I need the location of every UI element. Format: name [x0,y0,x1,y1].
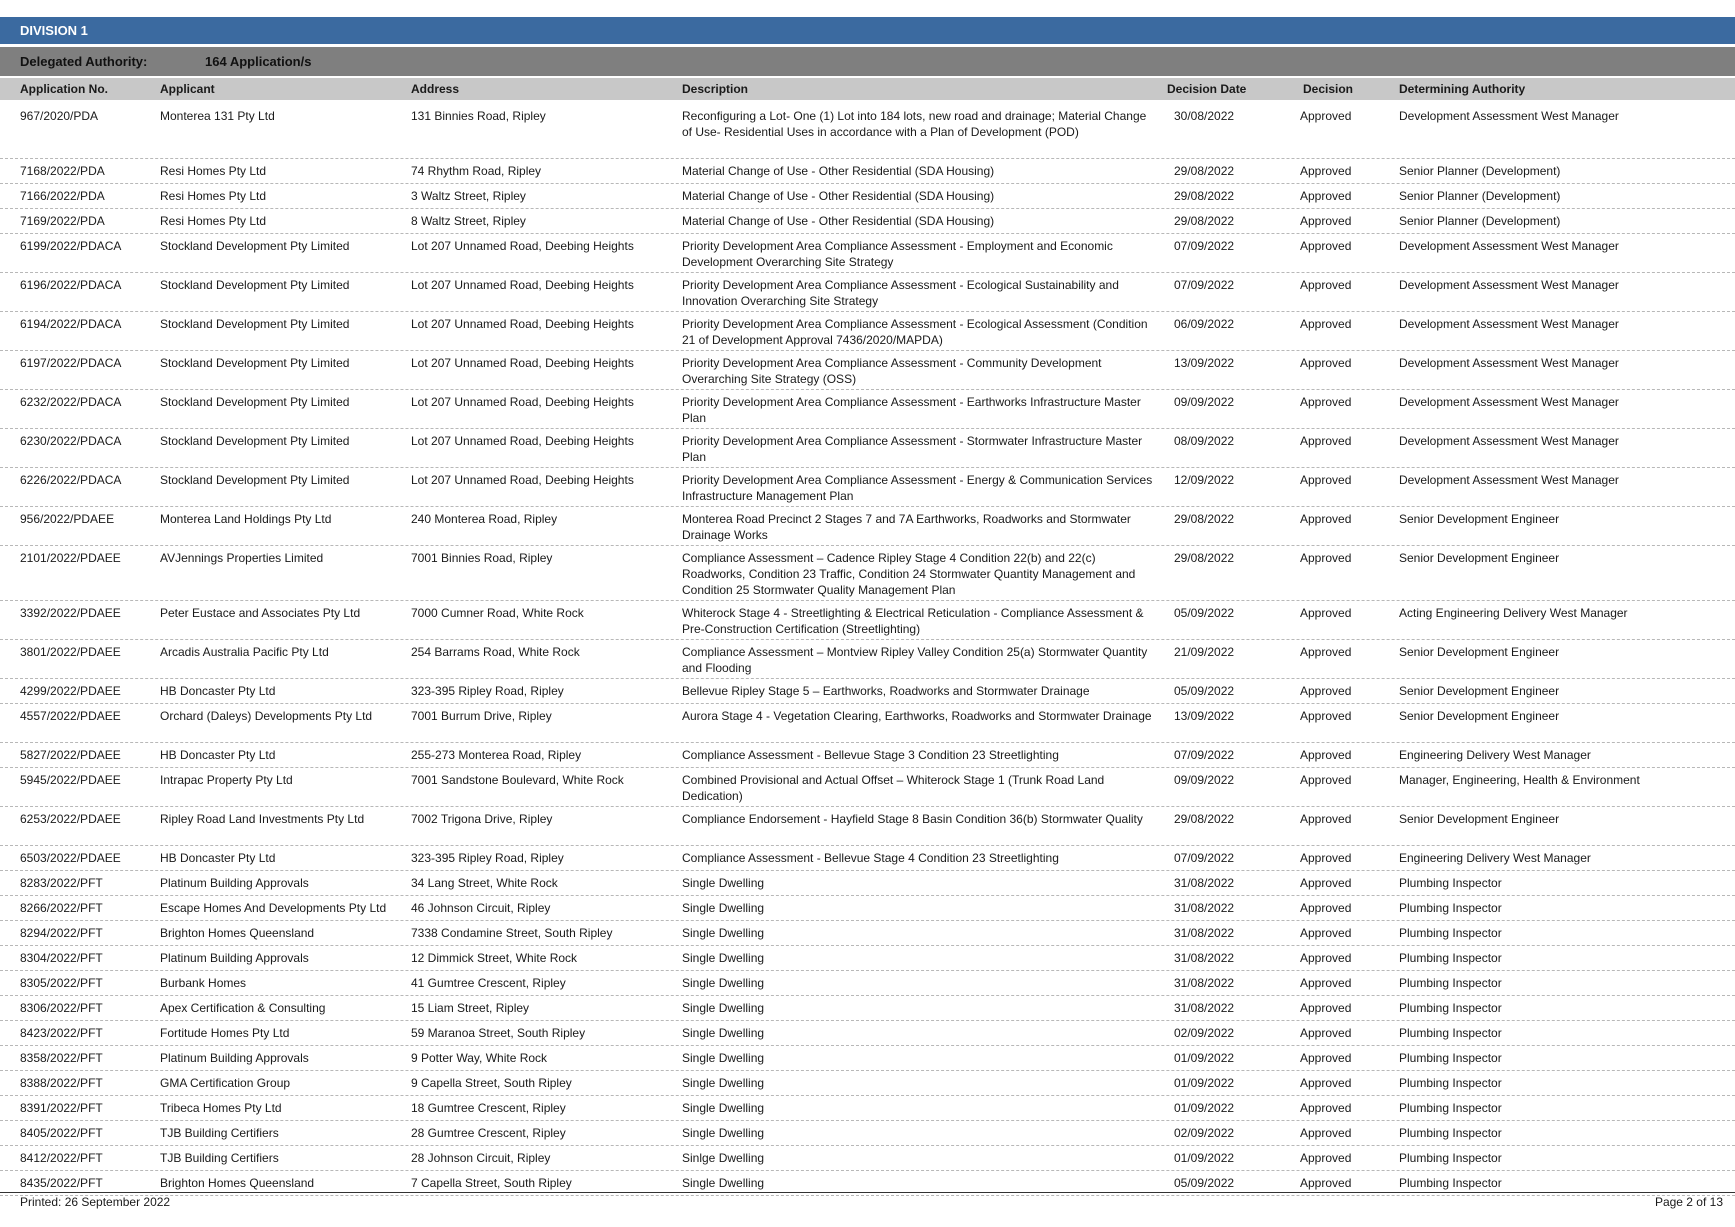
cell-decision-date: 07/09/2022 [1174,278,1235,292]
cell-determining-authority: Plumbing Inspector [1399,1076,1502,1090]
cell-applicant: Stockland Development Pty Limited [160,395,350,409]
cell-address: 3 Waltz Street, Ripley [411,189,526,203]
cell-address: 131 Binnies Road, Ripley [411,109,546,123]
cell-description: Compliance Assessment - Bellevue Stage 3 Condition 23 Streetlighting [682,748,1059,762]
cell-decision: Approved [1300,317,1352,331]
table-row [0,234,1735,273]
cell-decision-date: 05/09/2022 [1174,684,1235,698]
cell-application-no: 4299/2022/PDAEE [20,684,121,698]
cell-application-no: 8435/2022/PFT [20,1176,103,1190]
delegated-authority-bar [0,47,1735,76]
cell-application-no: 4557/2022/PDAEE [20,709,121,723]
cell-determining-authority: Plumbing Inspector [1399,1151,1502,1165]
cell-decision-date: 29/08/2022 [1174,164,1235,178]
cell-application-no: 6232/2022/PDACA [20,395,122,409]
cell-decision-date: 31/08/2022 [1174,926,1235,940]
table-row [0,1046,1735,1071]
cell-determining-authority: Development Assessment West Manager [1399,317,1619,331]
cell-description: Monterea Road Precinct 2 Stages 7 and 7A Earthworks, Roadworks and Stormwater Drainage Works [682,512,1131,542]
cell-determining-authority: Senior Planner (Development) [1399,214,1561,228]
cell-decision: Approved [1300,278,1352,292]
cell-decision: Approved [1300,876,1352,890]
cell-applicant: Resi Homes Pty Ltd [160,164,267,178]
cell-determining-authority: Development Assessment West Manager [1399,239,1619,253]
cell-decision-date: 21/09/2022 [1174,645,1235,659]
cell-applicant: Burbank Homes [160,976,247,990]
cell-application-no: 5945/2022/PDAEE [20,773,121,787]
cell-description: Priority Development Area Compliance Assessment - Employment and Economic Development Overarching Site Strategy [682,239,1113,269]
cell-applicant: Arcadis Australia Pacific Pty Ltd [160,645,329,659]
cell-address: Lot 207 Unnamed Road, Deebing Heights [411,473,634,487]
table-row [0,184,1735,209]
cell-address: 74 Rhythm Road, Ripley [411,164,542,178]
cell-determining-authority: Senior Development Engineer [1399,684,1560,698]
table-row [0,468,1735,507]
cell-determining-authority: Engineering Delivery West Manager [1399,851,1591,865]
cell-applicant: HB Doncaster Pty Ltd [160,851,276,865]
cell-applicant: Monterea Land Holdings Pty Ltd [160,512,332,526]
cell-application-no: 8423/2022/PFT [20,1026,103,1040]
cell-decision-date: 29/08/2022 [1174,812,1235,826]
cell-decision: Approved [1300,1076,1352,1090]
cell-description: Single Dwelling [682,901,765,915]
cell-application-no: 2101/2022/PDAEE [20,551,121,565]
cell-determining-authority: Development Assessment West Manager [1399,434,1619,448]
cell-decision-date: 29/08/2022 [1174,551,1235,565]
cell-decision: Approved [1300,1176,1352,1190]
cell-decision: Approved [1300,1101,1352,1115]
cell-determining-authority: Development Assessment West Manager [1399,395,1619,409]
cell-application-no: 8283/2022/PFT [20,876,103,890]
col-header-description: Description [682,82,749,96]
cell-decision: Approved [1300,473,1352,487]
cell-address: Lot 207 Unnamed Road, Deebing Heights [411,278,634,292]
cell-decision: Approved [1300,395,1352,409]
cell-description: Combined Provisional and Actual Offset – Whiterock Stage 1 (Trunk Road Land Dedication) [682,773,1105,803]
table-row [0,209,1735,234]
cell-description: Reconfiguring a Lot- One (1) Lot into 184 lots, new road and drainage; Material Change of Use- Residential Uses in accordance with a Plan of Development (POD) [682,109,1147,139]
cell-decision: Approved [1300,901,1352,915]
cell-determining-authority: Plumbing Inspector [1399,901,1502,915]
cell-application-no: 8304/2022/PFT [20,951,103,965]
cell-address: 7338 Condamine Street, South Ripley [411,926,613,940]
cell-address: 8 Waltz Street, Ripley [411,214,526,228]
cell-description: Material Change of Use - Other Residential (SDA Housing) [682,214,995,228]
table-row [0,996,1735,1021]
cell-decision-date: 12/09/2022 [1174,473,1235,487]
cell-decision: Approved [1300,851,1352,865]
table-row [0,159,1735,184]
cell-description: Compliance Endorsement - Hayfield Stage 8 Basin Condition 36(b) Stormwater Quality [682,812,1143,826]
cell-description: Material Change of Use - Other Residential (SDA Housing) [682,189,995,203]
cell-address: 255-273 Monterea Road, Ripley [411,748,582,762]
cell-application-no: 8358/2022/PFT [20,1051,103,1065]
cell-determining-authority: Senior Development Engineer [1399,512,1560,526]
cell-applicant: GMA Certification Group [160,1076,291,1090]
cell-decision: Approved [1300,551,1352,565]
cell-applicant: Stockland Development Pty Limited [160,278,350,292]
cell-determining-authority: Manager, Engineering, Health & Environment [1399,773,1640,787]
cell-determining-authority: Senior Development Engineer [1399,812,1560,826]
cell-decision: Approved [1300,164,1352,178]
cell-application-no: 8266/2022/PFT [20,901,103,915]
cell-determining-authority: Acting Engineering Delivery West Manager [1399,606,1628,620]
cell-decision-date: 31/08/2022 [1174,901,1235,915]
cell-decision: Approved [1300,709,1352,723]
cell-decision-date: 01/09/2022 [1174,1151,1235,1165]
cell-application-no: 8388/2022/PFT [20,1076,103,1090]
cell-decision: Approved [1300,189,1352,203]
cell-application-no: 6226/2022/PDACA [20,473,122,487]
table-row [0,946,1735,971]
cell-application-no: 3801/2022/PDAEE [20,645,121,659]
cell-decision-date: 13/09/2022 [1174,356,1235,370]
cell-application-no: 6230/2022/PDACA [20,434,122,448]
cell-description: Priority Development Area Compliance Assessment - Community Development Overarching Site Strategy (OSS) [682,356,1102,386]
cell-address: Lot 207 Unnamed Road, Deebing Heights [411,395,634,409]
cell-address: 59 Maranoa Street, South Ripley [411,1026,586,1040]
cell-decision: Approved [1300,606,1352,620]
cell-determining-authority: Plumbing Inspector [1399,951,1502,965]
table-row [0,743,1735,768]
cell-decision-date: 02/09/2022 [1174,1126,1235,1140]
cell-determining-authority: Development Assessment West Manager [1399,109,1619,123]
cell-decision: Approved [1300,1051,1352,1065]
cell-applicant: Ripley Road Land Investments Pty Ltd [160,812,365,826]
cell-decision: Approved [1300,926,1352,940]
table-row [0,1146,1735,1171]
table-row [0,679,1735,704]
table-row [0,971,1735,996]
cell-description: Bellevue Ripley Stage 5 – Earthworks, Roadworks and Stormwater Drainage [682,684,1090,698]
cell-decision: Approved [1300,239,1352,253]
col-header-decision: Decision [1303,82,1354,96]
cell-description: Single Dwelling [682,951,765,965]
cell-decision-date: 01/09/2022 [1174,1101,1235,1115]
cell-address: 7001 Sandstone Boulevard, White Rock [411,773,624,787]
cell-application-no: 6197/2022/PDACA [20,356,122,370]
cell-decision-date: 29/08/2022 [1174,512,1235,526]
cell-decision-date: 07/09/2022 [1174,748,1235,762]
cell-determining-authority: Plumbing Inspector [1399,926,1502,940]
cell-decision: Approved [1300,1151,1352,1165]
cell-applicant: Resi Homes Pty Ltd [160,214,267,228]
cell-applicant: Peter Eustace and Associates Pty Ltd [160,606,361,620]
application-count: 164 Application/s [205,54,312,69]
table-row [0,273,1735,312]
cell-determining-authority: Development Assessment West Manager [1399,473,1619,487]
printed-date: Printed: 26 September 2022 [20,1195,171,1209]
cell-address: 7 Capella Street, South Ripley [411,1176,572,1190]
cell-decision-date: 31/08/2022 [1174,976,1235,990]
cell-applicant: Brighton Homes Queensland [160,1176,315,1190]
cell-decision: Approved [1300,951,1352,965]
cell-application-no: 8306/2022/PFT [20,1001,103,1015]
cell-decision-date: 06/09/2022 [1174,317,1235,331]
cell-address: 7000 Cumner Road, White Rock [411,606,584,620]
cell-decision-date: 07/09/2022 [1174,851,1235,865]
cell-description: Material Change of Use - Other Residential (SDA Housing) [682,164,995,178]
cell-address: 41 Gumtree Crescent, Ripley [411,976,566,990]
table-row [0,546,1735,601]
cell-decision-date: 09/09/2022 [1174,395,1235,409]
cell-description: Single Dwelling [682,926,765,940]
cell-description: Single Dwelling [682,1001,765,1015]
cell-applicant: Escape Homes And Developments Pty Ltd [160,901,387,915]
cell-decision: Approved [1300,684,1352,698]
division-title: DIVISION 1 [0,17,1735,44]
page-number: Page 2 of 13 [1654,1195,1723,1209]
cell-description: Aurora Stage 4 - Vegetation Clearing, Earthworks, Roadworks and Stormwater Drainage [682,709,1152,723]
cell-applicant: Tribeca Homes Pty Ltd [160,1101,282,1115]
col-header-applicant: Applicant [160,82,215,96]
cell-determining-authority: Plumbing Inspector [1399,876,1502,890]
cell-decision-date: 29/08/2022 [1174,189,1235,203]
cell-application-no: 7169/2022/PDA [20,214,105,228]
cell-address: 7001 Burrum Drive, Ripley [411,709,552,723]
cell-application-no: 6199/2022/PDACA [20,239,122,253]
cell-decision: Approved [1300,434,1352,448]
cell-address: 46 Johnson Circuit, Ripley [411,901,551,915]
cell-decision-date: 05/09/2022 [1174,1176,1235,1190]
cell-description: Single Dwelling [682,976,765,990]
table-row [0,807,1735,846]
cell-decision-date: 05/09/2022 [1174,606,1235,620]
cell-decision: Approved [1300,214,1352,228]
cell-decision: Approved [1300,356,1352,370]
cell-decision-date: 29/08/2022 [1174,214,1235,228]
table-row [0,507,1735,546]
cell-address: 254 Barrams Road, White Rock [411,645,580,659]
cell-determining-authority: Plumbing Inspector [1399,1176,1502,1190]
cell-description: Single Dwelling [682,1176,765,1190]
applications-table [0,104,1735,1196]
cell-applicant: Resi Homes Pty Ltd [160,189,267,203]
cell-address: Lot 207 Unnamed Road, Deebing Heights [411,239,634,253]
cell-application-no: 8391/2022/PFT [20,1101,103,1115]
col-header-decision-date: Decision Date [1167,82,1247,96]
table-row [0,846,1735,871]
cell-decision-date: 01/09/2022 [1174,1076,1235,1090]
cell-application-no: 8412/2022/PFT [20,1151,103,1165]
table-row [0,1096,1735,1121]
cell-description: Priority Development Area Compliance Assessment - Ecological Sustainability and Innovation Overarching Site Strategy [682,278,1119,308]
cell-applicant: Platinum Building Approvals [160,951,309,965]
cell-address: 18 Gumtree Crescent, Ripley [411,1101,566,1115]
table-row [0,640,1735,679]
table-header [0,78,1735,100]
cell-address: 34 Lang Street, White Rock [411,876,558,890]
cell-applicant: AVJennings Properties Limited [160,551,324,565]
table-row [0,921,1735,946]
cell-application-no: 5827/2022/PDAEE [20,748,121,762]
cell-decision-date: 31/08/2022 [1174,951,1235,965]
cell-address: Lot 207 Unnamed Road, Deebing Heights [411,317,634,331]
cell-decision: Approved [1300,1026,1352,1040]
table-row [0,312,1735,351]
table-row [0,704,1735,743]
cell-decision: Approved [1300,812,1352,826]
col-header-address: Address [411,82,460,96]
cell-applicant: Monterea 131 Pty Ltd [160,109,275,123]
cell-determining-authority: Development Assessment West Manager [1399,278,1619,292]
cell-description: Single Dwelling [682,1051,765,1065]
cell-decision: Approved [1300,976,1352,990]
cell-decision: Approved [1300,748,1352,762]
cell-address: 28 Gumtree Crescent, Ripley [411,1126,566,1140]
cell-address: Lot 207 Unnamed Road, Deebing Heights [411,434,634,448]
cell-applicant: Platinum Building Approvals [160,876,309,890]
cell-address: Lot 207 Unnamed Road, Deebing Heights [411,356,634,370]
table-row [0,896,1735,921]
cell-address: 323-395 Ripley Road, Ripley [411,851,564,865]
cell-application-no: 8405/2022/PFT [20,1126,103,1140]
cell-description: Single Dwelling [682,1026,765,1040]
cell-applicant: Platinum Building Approvals [160,1051,309,1065]
cell-decision-date: 07/09/2022 [1174,239,1235,253]
cell-address: 7002 Trigona Drive, Ripley [411,812,553,826]
table-row [0,104,1735,159]
cell-application-no: 3392/2022/PDAEE [20,606,121,620]
cell-decision-date: 31/08/2022 [1174,876,1235,890]
table-row [0,768,1735,807]
col-header-determining-authority: Determining Authority [1399,82,1526,96]
cell-decision-date: 01/09/2022 [1174,1051,1235,1065]
cell-decision: Approved [1300,109,1352,123]
cell-determining-authority: Plumbing Inspector [1399,1126,1502,1140]
cell-applicant: TJB Building Certifiers [160,1126,279,1140]
cell-application-no: 6194/2022/PDACA [20,317,122,331]
cell-application-no: 6196/2022/PDACA [20,278,122,292]
cell-decision: Approved [1300,1126,1352,1140]
cell-applicant: Apex Certification & Consulting [160,1001,326,1015]
cell-applicant: Intrapac Property Pty Ltd [160,773,293,787]
cell-applicant: HB Doncaster Pty Ltd [160,748,276,762]
cell-determining-authority: Engineering Delivery West Manager [1399,748,1591,762]
cell-application-no: 7166/2022/PDA [20,189,105,203]
cell-description: Priority Development Area Compliance Assessment - Earthworks Infrastructure Master Plan [682,395,1141,425]
cell-description: Priority Development Area Compliance Assessment - Stormwater Infrastructure Master Plan [682,434,1143,464]
cell-applicant: Stockland Development Pty Limited [160,356,350,370]
cell-applicant: Stockland Development Pty Limited [160,434,350,448]
cell-determining-authority: Plumbing Inspector [1399,1051,1502,1065]
table-row [0,390,1735,429]
cell-applicant: Fortitude Homes Pty Ltd [160,1026,290,1040]
cell-decision-date: 13/09/2022 [1174,709,1235,723]
cell-applicant: Brighton Homes Queensland [160,926,315,940]
cell-decision-date: 30/08/2022 [1174,109,1235,123]
cell-description: Single Dwelling [682,1126,765,1140]
cell-address: 7001 Binnies Road, Ripley [411,551,553,565]
table-row [0,1021,1735,1046]
cell-determining-authority: Plumbing Inspector [1399,1001,1502,1015]
cell-applicant: TJB Building Certifiers [160,1151,279,1165]
cell-determining-authority: Senior Planner (Development) [1399,189,1561,203]
cell-application-no: 6503/2022/PDAEE [20,851,121,865]
cell-decision: Approved [1300,1001,1352,1015]
cell-decision: Approved [1300,773,1352,787]
table-row [0,351,1735,390]
cell-determining-authority: Plumbing Inspector [1399,1101,1502,1115]
table-row [0,429,1735,468]
cell-determining-authority: Development Assessment West Manager [1399,356,1619,370]
cell-application-no: 7168/2022/PDA [20,164,105,178]
cell-description: Compliance Assessment – Cadence Ripley Stage 4 Condition 22(b) and 22(c) Roadworks, Condition 23 Traffic, Condition 24 Stormwater Quantity Management and Condition 25 Stormwater Quality Management Plan [682,551,1136,597]
cell-application-no: 8294/2022/PFT [20,926,103,940]
cell-determining-authority: Senior Development Engineer [1399,645,1560,659]
cell-description: Single Dwelling [682,1076,765,1090]
cell-address: 323-395 Ripley Road, Ripley [411,684,564,698]
cell-description: Single Dwelling [682,1101,765,1115]
delegated-authority-label: Delegated Authority: [20,54,148,69]
cell-decision: Approved [1300,645,1352,659]
col-header-application-no: Application No. [20,82,108,96]
cell-description: Single Dwelling [682,876,765,890]
cell-applicant: Orchard (Daleys) Developments Pty Ltd [160,709,373,723]
cell-applicant: Stockland Development Pty Limited [160,473,350,487]
cell-applicant: Stockland Development Pty Limited [160,317,350,331]
cell-description: Whiterock Stage 4 - Streetlighting & Electrical Reticulation - Compliance Assessment & Pre-Construction Certification (Streetlighting) [682,606,1144,636]
cell-address: 9 Capella Street, South Ripley [411,1076,572,1090]
cell-decision-date: 31/08/2022 [1174,1001,1235,1015]
cell-determining-authority: Senior Development Engineer [1399,709,1560,723]
cell-applicant: Stockland Development Pty Limited [160,239,350,253]
cell-description: Sinlge Dwelling [682,1151,765,1165]
footer-divider [0,1192,1735,1193]
cell-determining-authority: Plumbing Inspector [1399,976,1502,990]
cell-determining-authority: Senior Planner (Development) [1399,164,1561,178]
cell-application-no: 956/2022/PDAEE [20,512,115,526]
cell-description: Priority Development Area Compliance Assessment - Ecological Assessment (Condition 21 of Development Approval 7436/2020/MAPDA) [682,317,1148,347]
cell-address: 240 Monterea Road, Ripley [411,512,558,526]
cell-address: 12 Dimmick Street, White Rock [411,951,578,965]
table-row [0,1121,1735,1146]
cell-address: 9 Potter Way, White Rock [411,1051,548,1065]
cell-description: Priority Development Area Compliance Assessment - Energy & Communication Services Infrastructure Management Plan [682,473,1153,503]
cell-address: 28 Johnson Circuit, Ripley [411,1151,551,1165]
cell-decision: Approved [1300,512,1352,526]
cell-application-no: 8305/2022/PFT [20,976,103,990]
cell-applicant: HB Doncaster Pty Ltd [160,684,276,698]
cell-application-no: 6253/2022/PDAEE [20,812,121,826]
table-row [0,601,1735,640]
cell-decision-date: 08/09/2022 [1174,434,1235,448]
cell-determining-authority: Senior Development Engineer [1399,551,1560,565]
cell-description: Compliance Assessment – Montview Ripley Valley Condition 25(a) Stormwater Quantity and Flooding [682,645,1148,675]
table-row [0,1071,1735,1096]
cell-description: Compliance Assessment - Bellevue Stage 4 Condition 23 Streetlighting [682,851,1059,865]
cell-decision-date: 09/09/2022 [1174,773,1235,787]
cell-decision-date: 02/09/2022 [1174,1026,1235,1040]
cell-application-no: 967/2020/PDA [20,109,99,123]
table-row [0,871,1735,896]
cell-address: 15 Liam Street, Ripley [411,1001,530,1015]
cell-determining-authority: Plumbing Inspector [1399,1026,1502,1040]
